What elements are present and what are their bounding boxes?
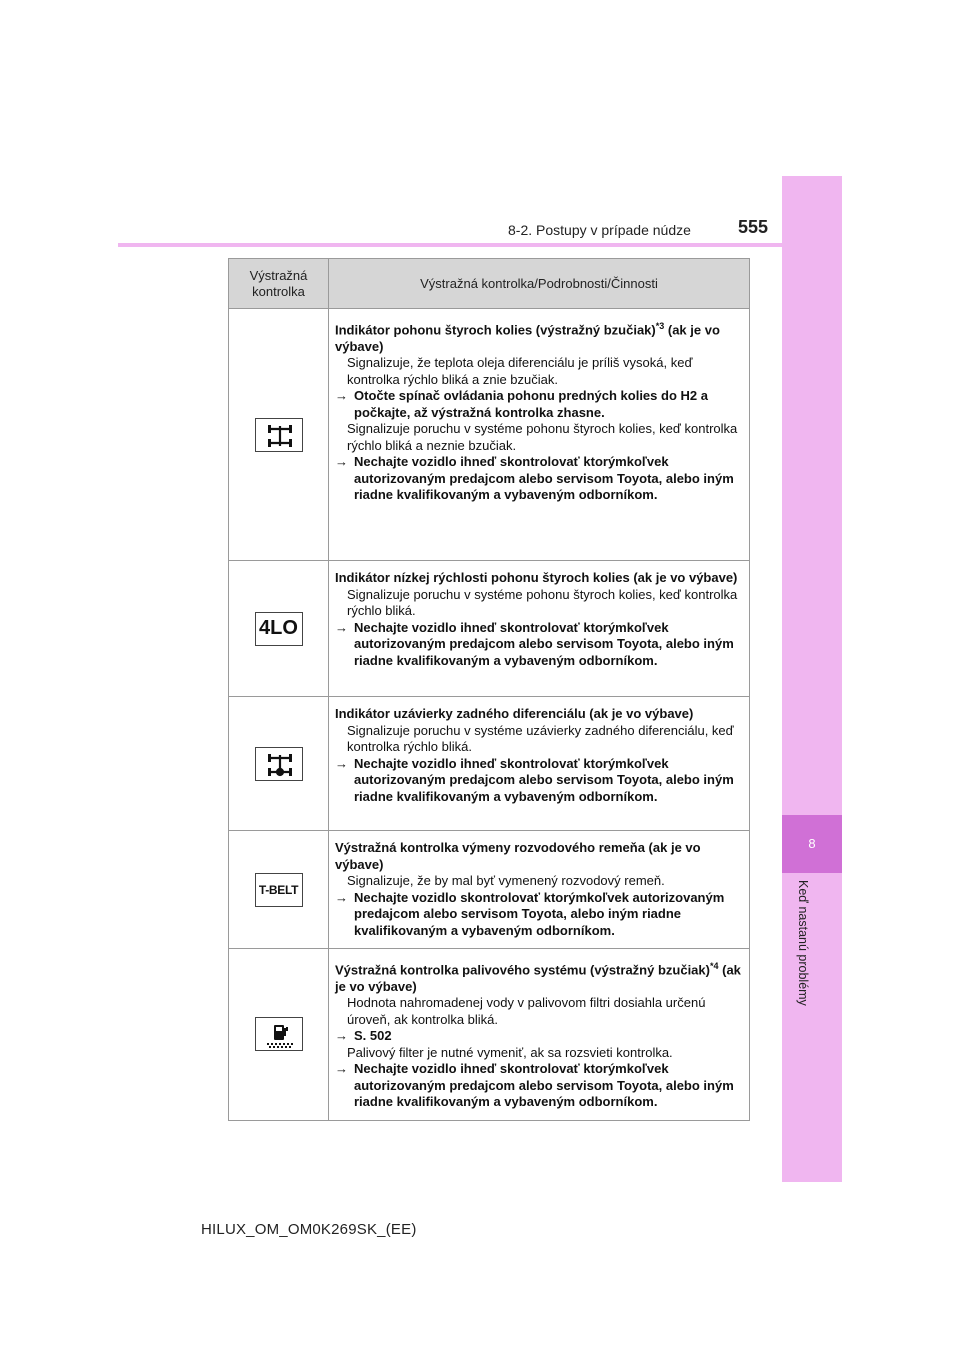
arrow-icon: → bbox=[335, 388, 348, 404]
action-text-content: Nechajte vozidlo ihneď skontrolovať ktorýmkoľvek autorizovaným predajcom alebo servisom Toyota, alebo iným riadne kvalifikovaným a vybaveným odborníkom. bbox=[354, 619, 734, 668]
row-title-text: Indikátor pohonu štyroch kolies (výstražný bzučiak) bbox=[335, 322, 656, 338]
action-text-content[interactable]: S. 502 bbox=[354, 1028, 392, 1044]
row-title-qualifier: (ak je vo výbave) bbox=[335, 322, 720, 354]
row-title bbox=[335, 958, 745, 995]
action-text-content: Otočte spínač ovládania pohonu predných kolies do H2 a počkajte, až výstražná kontrolka zhasne. bbox=[354, 388, 708, 420]
table-row bbox=[229, 831, 750, 949]
chapter-title: Keď nastanú problémy bbox=[796, 880, 810, 1006]
table-header-row bbox=[229, 259, 750, 309]
icon-cell bbox=[229, 831, 329, 949]
description-text: Palivový filter je nutné vymeniť, ak sa rozsvieti kontrolka. bbox=[347, 1044, 673, 1060]
row-title-qualifier: (ak je vo výbave) bbox=[335, 962, 741, 994]
arrow-icon: → bbox=[335, 619, 348, 635]
details-cell bbox=[329, 561, 750, 697]
action-text-content: Nechajte vozidlo skontrolovať ktorýmkoľvek autorizovaným predajcom alebo servisom Toyota, alebo iným riadne kvalifikovaným a vybaveným odborníkom. bbox=[354, 889, 725, 938]
row-title: Indikátor uzávierky zadného diferenciálu (ak je vo výbave) bbox=[335, 706, 694, 721]
action-text bbox=[335, 890, 745, 940]
row-title: Indikátor nízkej rýchlosti pohonu štyroch kolies (ak je vo výbave) bbox=[335, 570, 738, 585]
details-cell bbox=[329, 949, 750, 1121]
icon-cell bbox=[229, 561, 329, 697]
footnote-ref: *3 bbox=[655, 321, 665, 331]
arrow-icon: → bbox=[335, 1028, 348, 1044]
details-cell bbox=[329, 309, 750, 561]
arrow-icon: → bbox=[335, 889, 348, 905]
action-text bbox=[335, 454, 745, 504]
icon-cell bbox=[229, 309, 329, 561]
details-cell bbox=[329, 697, 750, 831]
table-row bbox=[229, 949, 750, 1121]
row-title: Výstražná kontrolka výmeny rozvodového remeňa (ak je vo výbave) bbox=[335, 840, 701, 872]
chapter-title-vertical bbox=[796, 880, 820, 1160]
rear-differential-lock-icon bbox=[255, 747, 303, 781]
description-text: Signalizuje, že teplota oleja diferenciálu je príliš vysoká, keď kontrolka rýchlo bliká a znie bzučiak. bbox=[347, 355, 693, 387]
icon-cell bbox=[229, 697, 329, 831]
warning-light-table bbox=[228, 258, 750, 1121]
row-title-text: Výstražná kontrolka palivového systému (výstražný bzučiak) bbox=[335, 962, 710, 978]
chapter-number-tab[interactable]: 8 bbox=[782, 815, 842, 873]
action-text-content: Nechajte vozidlo ihneď skontrolovať ktorýmkoľvek autorizovaným predajcom alebo servisom Toyota, alebo iným riadne kvalifikovaným a vybaveným odborníkom. bbox=[354, 1061, 734, 1110]
description-text: Signalizuje, že by mal byť vymenený rozvodový remeň. bbox=[347, 873, 665, 888]
column-header-warning-light: Výstražná kontrolka bbox=[229, 259, 329, 309]
column-header-details: Výstražná kontrolka/Podrobnosti/Činnosti bbox=[329, 259, 750, 309]
description-text: Signalizuje poruchu v systéme pohonu štyroch kolies, keď kontrolka rýchlo bliká a neznie bzučiak. bbox=[347, 421, 738, 453]
page-reference-link[interactable] bbox=[335, 1028, 745, 1045]
section-title: 8-2. Postupy v prípade núdze bbox=[508, 222, 691, 238]
description-text: Hodnota nahromadenej vody v palivovom filtri dosiahla určenú úroveň, ak kontrolka bliká. bbox=[347, 995, 706, 1027]
table-row bbox=[229, 697, 750, 831]
4lo-indicator-icon: 4LO bbox=[255, 612, 303, 646]
icon-cell bbox=[229, 949, 329, 1121]
table-row bbox=[229, 561, 750, 697]
arrow-icon: → bbox=[335, 1061, 348, 1077]
table-row bbox=[229, 309, 750, 561]
action-text-content: Nechajte vozidlo ihneď skontrolovať ktorýmkoľvek autorizovaným predajcom alebo servisom Toyota, alebo iným riadne kvalifikovaným a vybaveným odborníkom. bbox=[354, 755, 734, 804]
description-text: Signalizuje poruchu v systéme pohonu štyroch kolies, keď kontrolka rýchlo bliká. bbox=[347, 586, 738, 618]
footnote-ref: *4 bbox=[709, 961, 719, 971]
arrow-icon: → bbox=[335, 755, 348, 771]
four-wheel-drive-icon bbox=[255, 418, 303, 452]
fuel-filter-icon bbox=[255, 1017, 303, 1051]
document-code: HILUX_OM_OM0K269SK_(EE) bbox=[201, 1221, 417, 1238]
action-text bbox=[335, 1061, 745, 1111]
description-text: Signalizuje poruchu v systéme uzávierky zadného diferenciálu, keď kontrolka rýchlo bliká. bbox=[347, 722, 734, 754]
page-number: 555 bbox=[738, 217, 769, 237]
row-title bbox=[335, 318, 745, 355]
action-text bbox=[335, 756, 745, 806]
action-text bbox=[335, 388, 745, 421]
action-text bbox=[335, 620, 745, 670]
header-rule bbox=[118, 243, 783, 247]
action-text-content: Nechajte vozidlo ihneď skontrolovať ktorýmkoľvek autorizovaným predajcom alebo servisom Toyota, alebo iným riadne kvalifikovaným a vybaveným odborníkom. bbox=[354, 454, 734, 503]
arrow-icon: → bbox=[335, 454, 348, 470]
timing-belt-icon: T-BELT bbox=[255, 873, 303, 907]
details-cell bbox=[329, 831, 750, 949]
